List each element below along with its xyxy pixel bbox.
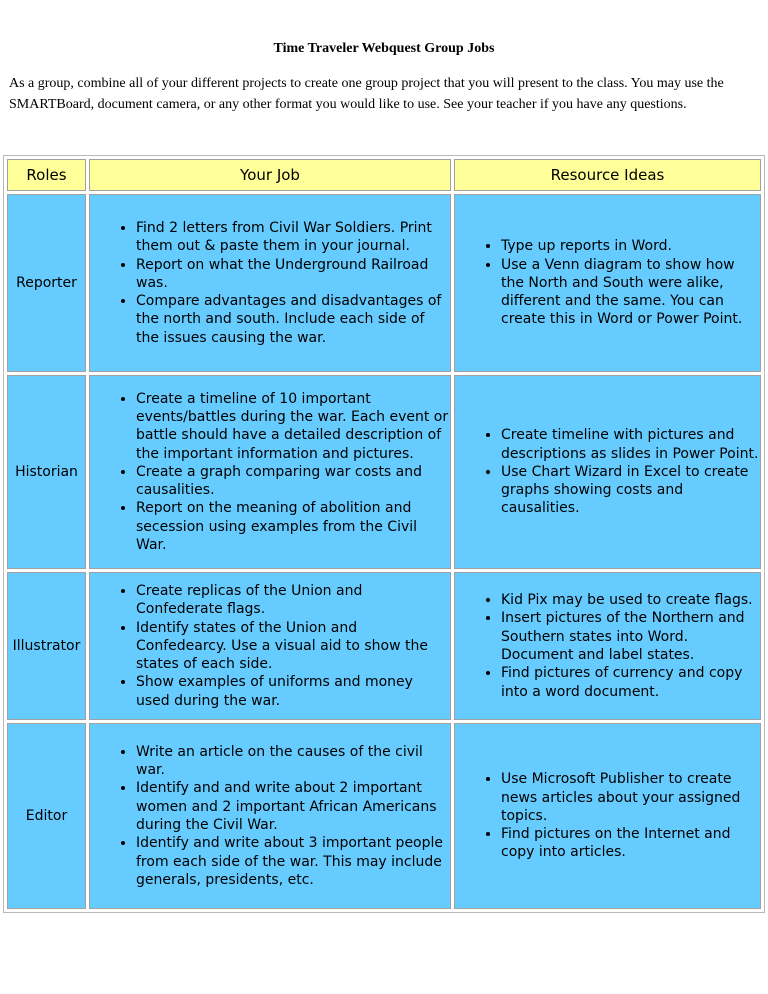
list-item: • Write an article on the causes of the civil war. — [136, 743, 450, 780]
role-cell: Historian — [7, 375, 86, 569]
list-item: • Report on what the Underground Railroad was. — [136, 256, 450, 293]
resource-list — [455, 591, 760, 701]
job-list — [90, 219, 450, 347]
resource-cell — [454, 572, 761, 720]
resource-cell — [454, 375, 761, 569]
role-cell: Reporter — [7, 194, 86, 372]
list-item: • Kid Pix may be used to create flags. — [501, 591, 760, 609]
header-roles: Roles — [7, 159, 86, 191]
job-list — [90, 390, 450, 555]
group-jobs-table — [3, 155, 765, 913]
list-item: • Find pictures on the Internet and copy into articles. — [501, 825, 760, 862]
list-item: • Use Microsoft Publisher to create news articles about your assigned topics. — [501, 770, 760, 825]
job-list — [90, 743, 450, 889]
list-item: • Find pictures of currency and copy into a word document. — [501, 664, 760, 701]
table-row-editor — [7, 723, 761, 909]
table-row-historian — [7, 375, 761, 569]
resource-cell — [454, 723, 761, 909]
list-item: • Create a graph comparing war costs and causalities. — [136, 463, 450, 500]
list-item: • Insert pictures of the Northern and Southern states into Word. Document and label states. — [501, 609, 760, 664]
resource-list — [455, 426, 760, 517]
list-item: • Identify and and write about 2 important women and 2 important African Americans during the Civil War. — [136, 779, 450, 834]
role-cell: Illustrator — [7, 572, 86, 720]
job-cell — [89, 194, 451, 372]
resource-cell — [454, 194, 761, 372]
table-header-row — [7, 159, 761, 191]
list-item: • Create timeline with pictures and descriptions as slides in Power Point. — [501, 426, 760, 463]
list-item: • Report on the meaning of abolition and secession using examples from the Civil War. — [136, 499, 450, 554]
header-resource-ideas: Resource Ideas — [454, 159, 761, 191]
list-item: • Create a timeline of 10 important events/battles during the war. Each event or battle should have a detailed description of the important information and pictures. — [136, 390, 450, 463]
list-item: • Type up reports in Word. — [501, 237, 760, 255]
intro-paragraph: As a group, combine all of your different projects to create one group project that you will present to the class. You may use the SMARTBoard, document camera, or any other format you would like to use. See your teacher if you have any questions. — [9, 76, 724, 112]
resource-list — [455, 770, 760, 861]
table-row-illustrator — [7, 572, 761, 720]
table-row-reporter — [7, 194, 761, 372]
list-item: • Compare advantages and disadvantages of the north and south. Include each side of the issues causing the war. — [136, 292, 450, 347]
list-item: • Show examples of uniforms and money used during the war. — [136, 673, 450, 710]
list-item: • Identify states of the Union and Confedearcy. Use a visual aid to show the states of each side. — [136, 619, 450, 674]
job-cell — [89, 375, 451, 569]
job-list — [90, 582, 450, 710]
resource-list — [455, 237, 760, 328]
list-item: • Use a Venn diagram to show how the North and South were alike, different and the same. You can create this in Word or Power Point. — [501, 256, 760, 329]
list-item: • Create replicas of the Union and Confederate flags. — [136, 582, 450, 619]
role-cell: Editor — [7, 723, 86, 909]
job-cell — [89, 723, 451, 909]
job-cell — [89, 572, 451, 720]
list-item: • Find 2 letters from Civil War Soldiers. Print them out & paste them in your journal. — [136, 219, 450, 256]
header-your-job: Your Job — [89, 159, 451, 191]
list-item: • Use Chart Wizard in Excel to create graphs showing costs and causalities. — [501, 463, 760, 518]
list-item: • Identify and write about 3 important people from each side of the war. This may include generals, presidents, etc. — [136, 834, 450, 889]
page-title: Time Traveler Webquest Group Jobs — [273, 41, 495, 56]
